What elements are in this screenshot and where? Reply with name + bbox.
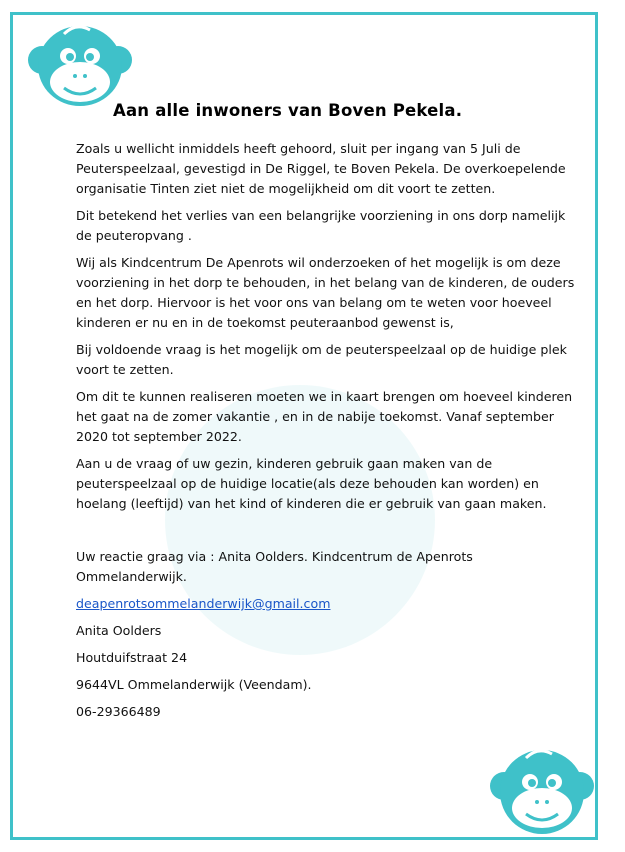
paragraph-announcement: Zoals u wellicht inmiddels heeft gehoord, sluit per ingang van 5 Juli de Peuterspeelzaal, gevestigd in De Riggel, te Boven Pekela. De overkoepelende organisatie Tinten ziet niet de mogelijkheid om dit voort te zetten.	[76, 141, 566, 196]
contact-city: 9644VL Ommelanderwijk (Veendam).	[76, 677, 312, 692]
contact-name: Anita Oolders	[76, 623, 162, 638]
contact-block	[76, 547, 582, 722]
paragraph-loss: Dit betekend het verlies van een belangrijke voorziening in ons dorp namelijk de peuteropvang .	[76, 208, 566, 243]
letter-body	[76, 139, 582, 729]
contact-phone: 06-29366489	[76, 704, 161, 719]
paragraph-planning: Om dit te kunnen realiseren moeten we in kaart brengen om hoeveel kinderen het gaat na de zomer vakantie , en in de nabije toekomst. Vanaf september 2020 tot september 2022.	[76, 389, 573, 444]
contact-street: Houtduifstraat 24	[76, 650, 188, 665]
monkey-face-icon	[486, 738, 598, 842]
spacer	[76, 521, 582, 547]
email-line	[76, 594, 582, 614]
email-link[interactable]: deapenrotsommelanderwijk@gmail.com	[76, 596, 331, 611]
paragraph-demand: Bij voldoende vraag is het mogelijk om de peuterspeelzaal op de huidige plek voort te zetten.	[76, 342, 567, 377]
paragraph-investigation: Wij als Kindcentrum De Apenrots wil onderzoeken of het mogelijk is om deze voorziening in het dorp te behouden, in het belang van de kinderen, de ouders en het dorp. Hiervoor is het voor ons van belang om te weten voor hoeveel kinderen er nu en in de toekomst peuteraanbod gewenst is,	[76, 255, 575, 330]
letter-title: Aan alle inwoners van Boven Pekela.	[113, 101, 463, 120]
reaction-line: Uw reactie graag via : Anita Oolders. Kindcentrum de Apenrots Ommelanderwijk.	[76, 549, 473, 584]
paragraph-question: Aan u de vraag of uw gezin, kinderen gebruik gaan maken van de peuterspeelzaal op de huidige locatie(als deze behouden kan worden) en hoelang (leeftijd) van het kind of kinderen die er gebruik van gaan maken.	[76, 456, 547, 511]
